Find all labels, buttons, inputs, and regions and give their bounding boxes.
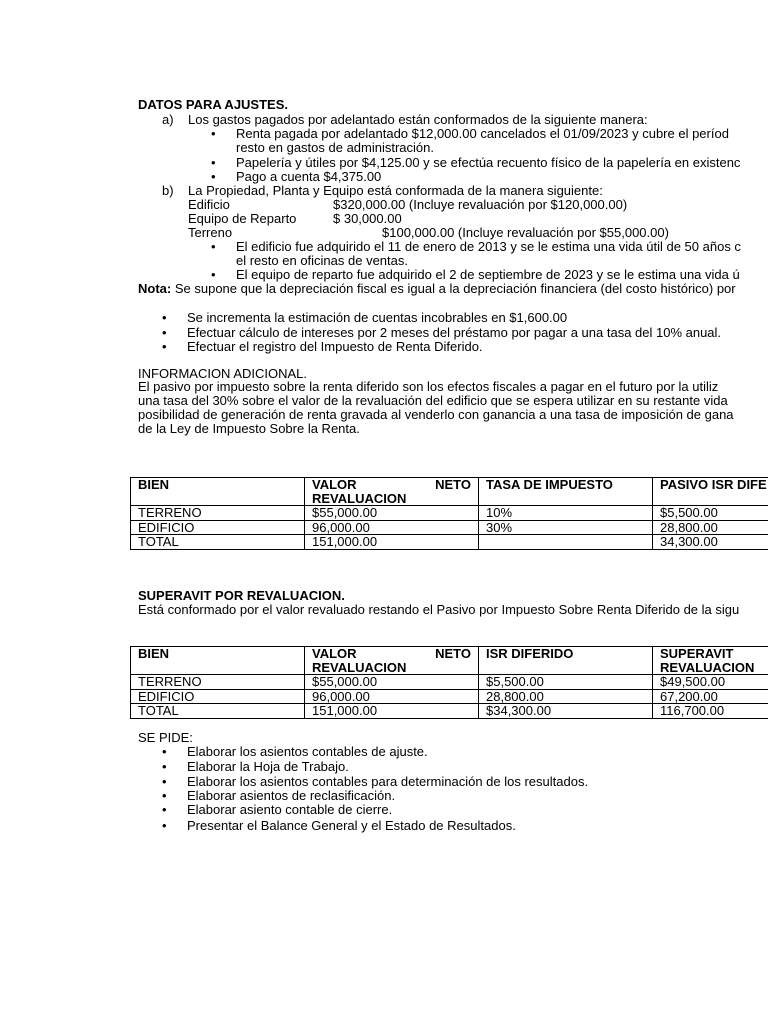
- pide-item: • Presentar el Balance General y el Estado de Resultados.: [187, 819, 516, 833]
- info-line-4: de la Ley de Impuesto Sobre la Renta.: [138, 421, 360, 436]
- info-line-2: una tasa del 30% sobre el valor de la revaluación del edificio que se espera utilizar en su restante vida: [138, 393, 728, 408]
- cell-bien: TERRENO: [131, 675, 305, 690]
- nota-text: Se supone que la depreciación fiscal es igual a la depreciación financiera (del costo histórico) por: [174, 281, 736, 296]
- cell-isr: 28,800.00: [479, 689, 653, 704]
- cell-isr: $34,300.00: [479, 704, 653, 719]
- pide-item: • Elaborar asientos de reclasificación.: [187, 789, 395, 803]
- section-title-info: INFORMACION ADICIONAL.: [138, 366, 308, 381]
- bullet-incobrables: • Se incrementa la estimación de cuentas incobrables en $1,600.00: [187, 311, 567, 325]
- table-row: [131, 520, 768, 535]
- cell-pasivo: 28,800.00: [653, 520, 768, 535]
- bullet-renta-cont: resto en gastos de administración.: [236, 140, 434, 155]
- cell-valor: $55,000.00: [305, 506, 479, 521]
- bullet-intereses: • Efectuar cálculo de intereses por 2 meses del préstamo por pagar a una tasa del 10% anual.: [187, 326, 721, 340]
- cell-valor: 151,000.00: [305, 535, 479, 550]
- asset-name-terreno: Terreno: [188, 225, 233, 240]
- cell-bien: TERRENO: [131, 506, 305, 521]
- pide-item: • Elaborar los asientos contables para determinación de los resultados.: [187, 775, 588, 789]
- bullet-renta: • Renta pagada por adelantado $12,000.00 cancelados el 01/09/2023 y cubre el períod: [236, 127, 729, 141]
- cell-bien: TOTAL: [131, 535, 305, 550]
- list-item-a-text: Los gastos pagados por adelantado están conformados de la siguiente manera:: [188, 112, 648, 127]
- nota-line: [138, 282, 736, 296]
- table-row: [131, 689, 768, 704]
- bullet-papeleria: • Papelería y útiles por $4,125.00 y se efectúa recuento físico de la papelería en existenc: [236, 156, 740, 170]
- bullet-equipo: • El equipo de reparto fue adquirido el 2 de septiembre de 2023 y se le estima una vida ú: [236, 268, 740, 282]
- cell-valor: $55,000.00: [305, 675, 479, 690]
- cell-superavit: 67,200.00: [653, 689, 768, 704]
- table-superavit: [130, 646, 768, 719]
- asset-value-edificio: $320,000.00 (Incluye revaluación por $120,000.00): [333, 197, 628, 212]
- list-marker-b: b): [162, 183, 174, 198]
- table-row: [131, 506, 768, 521]
- cell-bien: TOTAL: [131, 704, 305, 719]
- header-valor-neto-revaluacion: VALOR NETO REVALUACION: [305, 647, 479, 675]
- cell-bien: EDIFICIO: [131, 689, 305, 704]
- table-row: [131, 535, 768, 550]
- header-tasa-impuesto: TASA DE IMPUESTO: [479, 478, 653, 506]
- table-isr-diferido: [130, 477, 768, 550]
- asset-name-equipo: Equipo de Reparto: [188, 211, 297, 226]
- table-row: [131, 704, 768, 719]
- cell-pasivo: 34,300.00: [653, 535, 768, 550]
- header-valor-neto-revaluacion: VALOR NETO REVALUACION: [305, 478, 479, 506]
- asset-name-edificio: Edificio: [188, 197, 230, 212]
- cell-valor: 96,000.00: [305, 520, 479, 535]
- cell-superavit: $49,500.00: [653, 675, 768, 690]
- section-title-datos: DATOS PARA AJUSTES.: [138, 97, 289, 112]
- cell-bien: EDIFICIO: [131, 520, 305, 535]
- header-bien: BIEN: [131, 478, 305, 506]
- bullet-impuesto-diferido: • Efectuar el registro del Impuesto de Renta Diferido.: [187, 340, 483, 354]
- header-isr-diferido: ISR DIFERIDO: [479, 647, 653, 675]
- section-title-superavit: SUPERAVIT POR REVALUACION.: [138, 588, 345, 603]
- cell-tasa: 30%: [479, 520, 653, 535]
- asset-value-terreno: $100,000.00 (Incluye revaluación por $55,000.00): [382, 225, 669, 240]
- bullet-edificio: • El edificio fue adquirido el 11 de enero de 2013 y se le estima una vida útil de 50 años c: [236, 240, 741, 254]
- pide-item: • Elaborar la Hoja de Trabajo.: [187, 760, 349, 774]
- pide-item: • Elaborar asiento contable de cierre.: [187, 803, 392, 817]
- cell-pasivo: $5,500.00: [653, 506, 768, 521]
- header-bien: BIEN: [131, 647, 305, 675]
- info-line-1: El pasivo por impuesto sobre la renta diferido son los efectos fiscales a pagar en el futuro por la utiliz: [138, 379, 719, 394]
- superavit-text: Está conformado por el valor revaluado restando el Pasivo por Impuesto Sobre Renta Diferido de la sigu: [138, 602, 740, 617]
- section-title-se-pide: SE PIDE:: [138, 730, 193, 745]
- table-header-row: [131, 478, 768, 506]
- cell-isr: $5,500.00: [479, 675, 653, 690]
- cell-tasa: 10%: [479, 506, 653, 521]
- bullet-edificio-cont: el resto en oficinas de ventas.: [236, 253, 408, 268]
- info-line-3: posibilidad de generación de renta gravada al venderlo con ganancia a una tasa de imposición de gana: [138, 407, 734, 422]
- cell-valor: 96,000.00: [305, 689, 479, 704]
- header-pasivo-isr: PASIVO ISR DIFE: [653, 478, 768, 506]
- header-superavit-revaluacion: SUPERAVIT REVALUACION: [653, 647, 768, 675]
- table-header-row: [131, 647, 768, 675]
- cell-tasa: [479, 535, 653, 550]
- cell-valor: 151,000.00: [305, 704, 479, 719]
- nota-label: Nota:: [138, 281, 172, 296]
- pide-item: • Elaborar los asientos contables de ajuste.: [187, 745, 428, 759]
- table-row: [131, 675, 768, 690]
- bullet-pago-cuenta: • Pago a cuenta $4,375.00: [236, 170, 381, 184]
- list-marker-a: a): [162, 112, 174, 127]
- cell-superavit: 116,700.00: [653, 704, 768, 719]
- list-item-b-text: La Propiedad, Planta y Equipo está conformada de la manera siguiente:: [188, 183, 603, 198]
- asset-value-equipo: $ 30,000.00: [333, 211, 402, 226]
